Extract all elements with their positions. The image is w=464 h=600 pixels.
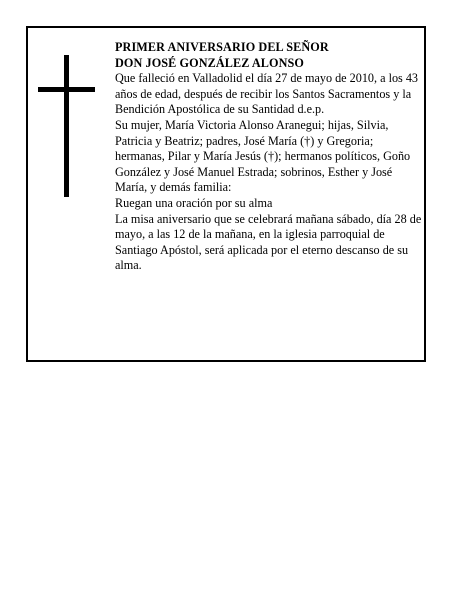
death-paragraph: Que falleció en Valladolid el día 27 de mayo de 2010, a los 43 años de edad, después de recibir los Santos Sacramentos y la Bendición Apostólica de su Santidad d.e.p.	[115, 71, 419, 117]
prayer-request: Ruegan una oración por su alma	[115, 195, 273, 210]
cross-icon	[38, 55, 95, 197]
family-paragraph: Su mujer, María Victoria Alonso Aranegui; hijas, Silvia, Patricia y Beatriz; padres, José María (†) y Gregoria; hermanas, Pilar y María Jesús (†); hermanos políticos, Goño González y José Manuel Estrada; sobrinos, Esther y José María, y demás familia:	[115, 117, 411, 195]
cross-vertical-bar	[64, 55, 69, 197]
mass-paragraph: La misa aniversario que se celebrará mañana sábado, día 28 de mayo, a las 12 de la mañana, en la iglesia parroquial de Santiago Apóstol, será aplicada por el eterno descanso de su alma.	[115, 211, 422, 273]
notice-title-line-2: DON JOSÉ GONZÁLEZ ALONSO	[115, 55, 304, 70]
cross-horizontal-bar	[38, 87, 95, 92]
obituary-text-block	[115, 40, 423, 274]
notice-title-line-1: PRIMER ANIVERSARIO DEL SEÑOR	[115, 40, 329, 54]
